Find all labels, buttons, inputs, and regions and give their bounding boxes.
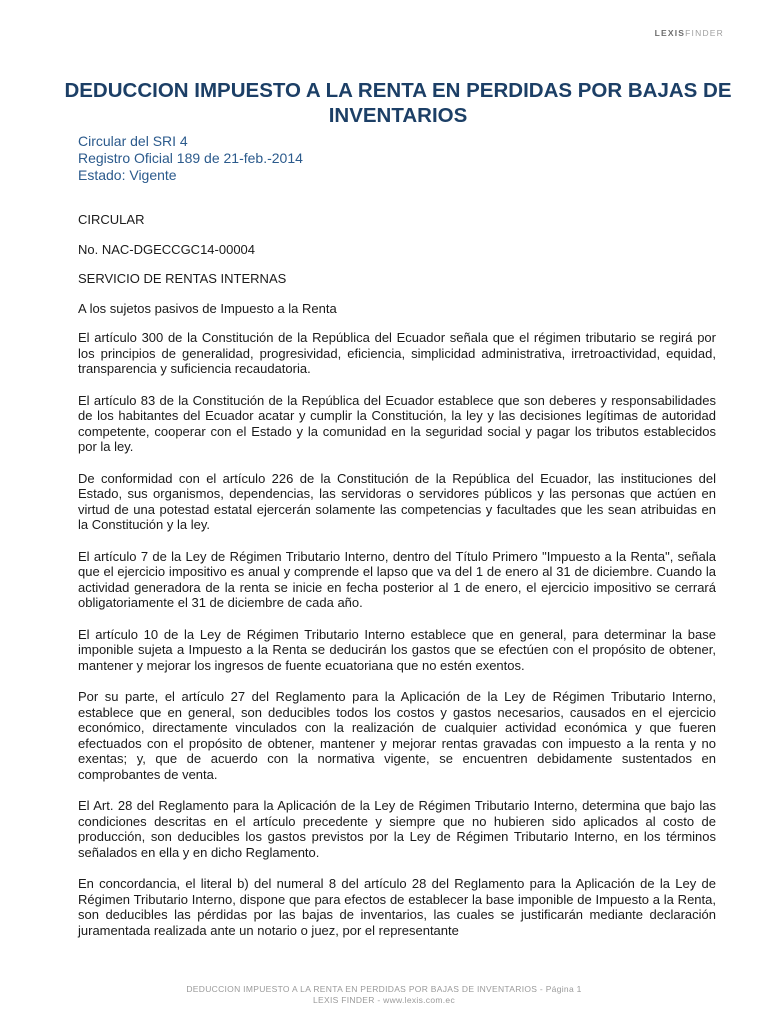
addressee-line: A los sujetos pasivos de Impuesto a la Renta bbox=[78, 300, 337, 316]
brand-logo-part-1: LEXIS bbox=[654, 28, 686, 38]
paragraph-art-28: El Art. 28 del Reglamento para la Aplicación de la Ley de Régimen Tributario Interno, determina que bajo las condiciones descritas en el artículo precedente y siempre que no hubieren sido aplicados al costo de producción, son deducibles los gastos previstos por la Ley de Régimen Tributario Interno, en los términos señalados en ella y en dicho Reglamento. bbox=[78, 798, 716, 860]
document-metadata bbox=[78, 133, 303, 184]
document-body bbox=[78, 212, 716, 954]
paragraph-art-300: El artículo 300 de la Constitución de la República del Ecuador señala que el régimen tributario se regirá por los principios de generalidad, progresividad, eficiencia, simplicidad administrativa, irretroactividad, equidad, transparencia y suficiencia recaudatoria. bbox=[78, 330, 716, 376]
metadata-status: Estado: Vigente bbox=[78, 167, 177, 183]
doc-type-heading: CIRCULAR bbox=[78, 212, 145, 227]
paragraph-art-27: Por su parte, el artículo 27 del Reglamento para la Aplicación de la Ley de Régimen Tributario Interno, establece que en general, son deducibles todos los costos y gastos necesarios, causados en el ejercicio económico, directamente vinculados con la realización de cualquier actividad económica y que fueren efectuados con el propósito de obtener, mantener y mejorar rentas gravadas con impuesto a la renta y no exentas; y, que de acuerdo con la normativa vigente, se encuentren debidamente sustentados en comprobantes de venta. bbox=[78, 689, 716, 782]
footer-site: LEXIS FINDER - www.lexis.com.ec bbox=[312, 995, 456, 1005]
metadata-source: Circular del SRI 4 bbox=[78, 133, 188, 149]
paragraph-art-7: El artículo 7 de la Ley de Régimen Tributario Interno, dentro del Título Primero "Impuesto a la Renta", señala que el ejercicio impositivo es anual y comprende el lapso que va del 1 de enero al 31 de diciembre. Cuando la actividad generadora de la renta se inicie en fecha posterior al 1 de enero, el ejercicio impositivo se cerrará obligatoriamente el 31 de diciembre de cada año. bbox=[78, 548, 716, 610]
page-footer bbox=[0, 984, 768, 1006]
footer-page-info: DEDUCCION IMPUESTO A LA RENTA EN PERDIDAS POR BAJAS DE INVENTARIOS - Página 1 bbox=[186, 984, 582, 994]
paragraph-art-226: De conformidad con el artículo 226 de la Constitución de la República del Ecuador, las instituciones del Estado, sus organismos, dependencias, las servidoras o servidores públicos y las personas que actúen en virtud de una potestad estatal ejercerán solamente las competencias y facultades que les sean atribuidas en la Constitución y la ley. bbox=[78, 470, 716, 532]
paragraph-art-83: El artículo 83 de la Constitución de la República del Ecuador establece que son deberes y responsabilidades de los habitantes del Ecuador acatar y cumplir la Constitución, la ley y las decisiones legítimas de autoridad competente, cooperar con el Estado y la comunidad en la seguridad social y pagar los tributos establecidos por la ley. bbox=[78, 392, 716, 454]
paragraph-literal-b: En concordancia, el literal b) del numeral 8 del artículo 28 del Reglamento para la Aplicación de la Ley de Régimen Tributario Interno, dispone que para efectos de establecer la base imponible de Impuesto a la Renta, son deducibles las pérdidas por las bajas de inventarios, las cuales se justificarán mediante declaración juramentada realizada ante un notario o juez, por el representante bbox=[78, 876, 716, 938]
metadata-registry: Registro Oficial 189 de 21-feb.-2014 bbox=[78, 150, 303, 166]
issuer-name: SERVICIO DE RENTAS INTERNAS bbox=[78, 271, 287, 286]
brand-logo bbox=[655, 28, 724, 38]
document-title: DEDUCCION IMPUESTO A LA RENTA EN PERDIDAS POR BAJAS DE INVENTARIOS bbox=[64, 79, 732, 127]
circular-number: No. NAC-DGECCGC14-00004 bbox=[78, 241, 256, 257]
paragraph-art-10: El artículo 10 de la Ley de Régimen Tributario Interno establece que en general, para determinar la base imponible sujeta a Impuesto a la Renta se deducirán los gastos que se efectúen con el propósito de obtener, mantener y mejorar los ingresos de fuente ecuatoriana que no estén exentos. bbox=[78, 626, 716, 673]
brand-logo-part-2: FINDER bbox=[685, 28, 724, 38]
